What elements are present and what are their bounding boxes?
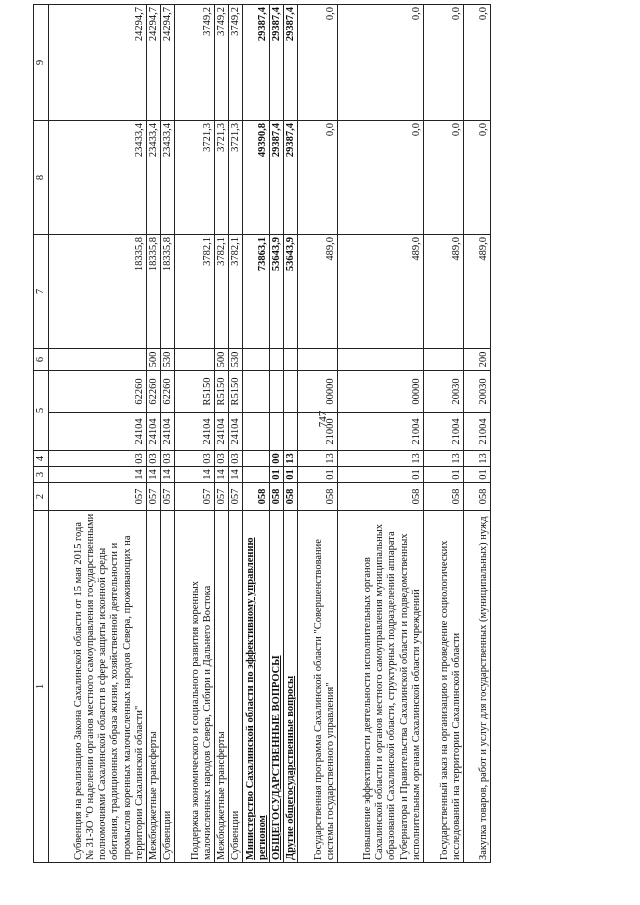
code-expense-type — [175, 349, 215, 371]
code-subsection: 03 — [215, 451, 229, 467]
code-admin: 058 — [464, 483, 491, 511]
code-subsection: 00 — [270, 451, 284, 467]
column-header: 7 — [34, 235, 49, 349]
header-row — [34, 5, 49, 863]
amount-year-1: 3782,1 — [229, 235, 243, 349]
code-item: 62260 — [147, 371, 161, 413]
code-item — [284, 371, 298, 413]
amount-year-3: 0,0 — [338, 5, 424, 121]
column-header: 4 — [34, 451, 49, 467]
budget-table-container — [33, 5, 588, 863]
code-item: 00000 — [338, 371, 424, 413]
code-program — [270, 413, 284, 451]
amount-year-3: 0,0 — [424, 5, 464, 121]
amount-year-2: 29387,4 — [270, 121, 284, 235]
page-number: 747 — [317, 410, 329, 428]
row-name: Другие общегосударственные вопросы — [284, 511, 298, 863]
amount-year-2: 3721,3 — [229, 121, 243, 235]
code-section: 14 — [175, 467, 215, 483]
code-admin: 057 — [175, 483, 215, 511]
code-admin: 058 — [243, 483, 270, 511]
code-item: 62260 — [49, 371, 147, 413]
table-row — [147, 5, 161, 863]
amount-year-3: 3749,2 — [229, 5, 243, 121]
amount-year-3: 29387,4 — [284, 5, 298, 121]
amount-year-2: 0,0 — [464, 121, 491, 235]
amount-year-2: 49390,8 — [243, 121, 270, 235]
code-expense-type — [270, 349, 284, 371]
code-program: 21000 — [298, 413, 338, 451]
amount-year-3: 24294,7 — [49, 5, 147, 121]
amount-year-1: 18335,8 — [147, 235, 161, 349]
code-subsection: 13 — [464, 451, 491, 467]
code-expense-type: 530 — [161, 349, 175, 371]
code-section: 01 — [424, 467, 464, 483]
row-name: Поддержка экономического и социального развития коренных малочисленных народов Севера, Сибири и Дальнего Востока — [175, 511, 215, 863]
code-program: 21004 — [338, 413, 424, 451]
code-section: 14 — [229, 467, 243, 483]
table-row — [215, 5, 229, 863]
row-name: Субвенция на реализацию Закона Сахалинской области от 15 мая 2015 года № 31-ЗО "О наделении органов местного самоуправления государственными полномочиями Сахалинской области в сфере защиты исконной среды обитания, традиционных образа жизни, хозяйственной деятельности и промыслов коренных малочисленных народов Севера, проживающих на территории Сахалинской области" — [49, 511, 147, 863]
column-header: 8 — [34, 121, 49, 235]
code-expense-type — [298, 349, 338, 371]
amount-year-2: 3721,3 — [175, 121, 215, 235]
table-row — [424, 5, 464, 863]
code-admin: 057 — [161, 483, 175, 511]
code-expense-type: 200 — [464, 349, 491, 371]
amount-year-1: 73863,1 — [243, 235, 270, 349]
amount-year-3: 29387,4 — [270, 5, 284, 121]
code-subsection: 03 — [49, 451, 147, 467]
code-expense-type — [284, 349, 298, 371]
code-subsection: 03 — [161, 451, 175, 467]
code-section: 14 — [215, 467, 229, 483]
code-program — [284, 413, 298, 451]
code-admin: 058 — [270, 483, 284, 511]
amount-year-1: 489,0 — [464, 235, 491, 349]
code-subsection: 13 — [298, 451, 338, 467]
code-program: 21004 — [464, 413, 491, 451]
table-row — [464, 5, 491, 863]
code-program: 24104 — [161, 413, 175, 451]
amount-year-2: 3721,3 — [215, 121, 229, 235]
code-section — [243, 467, 270, 483]
code-subsection: 03 — [147, 451, 161, 467]
row-name: Государственная программа Сахалинской области "Совершенствование системы государственного управления" — [298, 511, 338, 863]
amount-year-2: 23433,4 — [49, 121, 147, 235]
row-name: Повышение эффективности деятельности исполнительных органов Сахалинской области и органов местного самоуправления муниципальных образований Сахалинской области, структурных подразделений аппарата Губернатора и Правительства Сахалинской области и подведомственных исполнительным органам Сахалинской области учреждений — [338, 511, 424, 863]
code-subsection — [243, 451, 270, 467]
column-header: 2 — [34, 483, 49, 511]
amount-year-2: 0,0 — [424, 121, 464, 235]
code-expense-type: 500 — [147, 349, 161, 371]
code-expense-type — [49, 349, 147, 371]
amount-year-2: 0,0 — [338, 121, 424, 235]
amount-year-2: 23433,4 — [147, 121, 161, 235]
column-header: 5 — [34, 371, 49, 451]
column-header: 9 — [34, 5, 49, 121]
amount-year-1: 18335,8 — [161, 235, 175, 349]
table-row — [298, 5, 338, 863]
code-admin: 058 — [298, 483, 338, 511]
amount-year-1: 489,0 — [424, 235, 464, 349]
amount-year-3: 29387,4 — [243, 5, 270, 121]
amount-year-1: 53643,9 — [284, 235, 298, 349]
row-name: ОБЩЕГОСУДАРСТВЕННЫЕ ВОПРОСЫ — [270, 511, 284, 863]
code-subsection: 03 — [229, 451, 243, 467]
amount-year-2: 0,0 — [298, 121, 338, 235]
code-program: 24104 — [229, 413, 243, 451]
row-name: Министерство Сахалинской области по эффективному управлению регионом — [243, 511, 270, 863]
code-section: 01 — [464, 467, 491, 483]
amount-year-1: 3782,1 — [215, 235, 229, 349]
table-row — [284, 5, 298, 863]
table-row — [49, 5, 147, 863]
table-row — [243, 5, 270, 863]
code-program: 24104 — [49, 413, 147, 451]
code-expense-type — [243, 349, 270, 371]
code-item: 62260 — [161, 371, 175, 413]
code-admin: 058 — [424, 483, 464, 511]
amount-year-3: 24294,7 — [161, 5, 175, 121]
code-subsection: 13 — [338, 451, 424, 467]
code-section: 01 — [338, 467, 424, 483]
code-item: 20030 — [424, 371, 464, 413]
amount-year-2: 23433,4 — [161, 121, 175, 235]
code-admin: 058 — [338, 483, 424, 511]
amount-year-3: 0,0 — [464, 5, 491, 121]
code-expense-type — [338, 349, 424, 371]
code-admin: 057 — [147, 483, 161, 511]
code-item: R5150 — [229, 371, 243, 413]
amount-year-1: 489,0 — [298, 235, 338, 349]
row-name: Государственный заказ на организацию и проведение социологических исследований на территории Сахалинской области — [424, 511, 464, 863]
code-expense-type: 530 — [229, 349, 243, 371]
code-section: 01 — [298, 467, 338, 483]
rotated-table-frame — [33, 5, 588, 863]
code-subsection: 13 — [424, 451, 464, 467]
code-program: 24104 — [215, 413, 229, 451]
column-header: 6 — [34, 349, 49, 371]
row-name: Закупка товаров, работ и услуг для государственных (муниципальных) нужд — [464, 511, 491, 863]
table-row — [270, 5, 284, 863]
code-section: 01 — [284, 467, 298, 483]
row-name: Межбюджетные трансферты — [147, 511, 161, 863]
amount-year-3: 24294,7 — [147, 5, 161, 121]
code-section: 14 — [147, 467, 161, 483]
code-item: 00000 — [298, 371, 338, 413]
amount-year-1: 489,0 — [338, 235, 424, 349]
code-admin: 058 — [284, 483, 298, 511]
table-row — [161, 5, 175, 863]
column-header: 1 — [34, 511, 49, 863]
table-row — [175, 5, 215, 863]
code-program: 24104 — [147, 413, 161, 451]
amount-year-1: 53643,9 — [270, 235, 284, 349]
column-header: 3 — [34, 467, 49, 483]
code-expense-type: 500 — [215, 349, 229, 371]
amount-year-1: 18335,8 — [49, 235, 147, 349]
row-name: Субвенции — [161, 511, 175, 863]
code-section: 14 — [161, 467, 175, 483]
code-program: 21004 — [424, 413, 464, 451]
code-subsection: 03 — [175, 451, 215, 467]
table-row — [229, 5, 243, 863]
code-subsection: 13 — [284, 451, 298, 467]
amount-year-1: 3782,1 — [175, 235, 215, 349]
code-admin: 057 — [229, 483, 243, 511]
amount-year-3: 3749,2 — [175, 5, 215, 121]
row-name: Субвенции — [229, 511, 243, 863]
code-item: R5150 — [175, 371, 215, 413]
row-name: Межбюджетные трансферты — [215, 511, 229, 863]
table-row — [338, 5, 424, 863]
amount-year-2: 29387,4 — [284, 121, 298, 235]
code-item — [243, 371, 270, 413]
code-admin: 057 — [215, 483, 229, 511]
code-item — [270, 371, 284, 413]
code-item: 20030 — [464, 371, 491, 413]
budget-table — [33, 4, 491, 863]
code-expense-type — [424, 349, 464, 371]
code-program — [243, 413, 270, 451]
code-section: 01 — [270, 467, 284, 483]
amount-year-3: 3749,2 — [215, 5, 229, 121]
code-program: 24104 — [175, 413, 215, 451]
amount-year-3: 0,0 — [298, 5, 338, 121]
code-admin: 057 — [49, 483, 147, 511]
code-item: R5150 — [215, 371, 229, 413]
code-section: 14 — [49, 467, 147, 483]
